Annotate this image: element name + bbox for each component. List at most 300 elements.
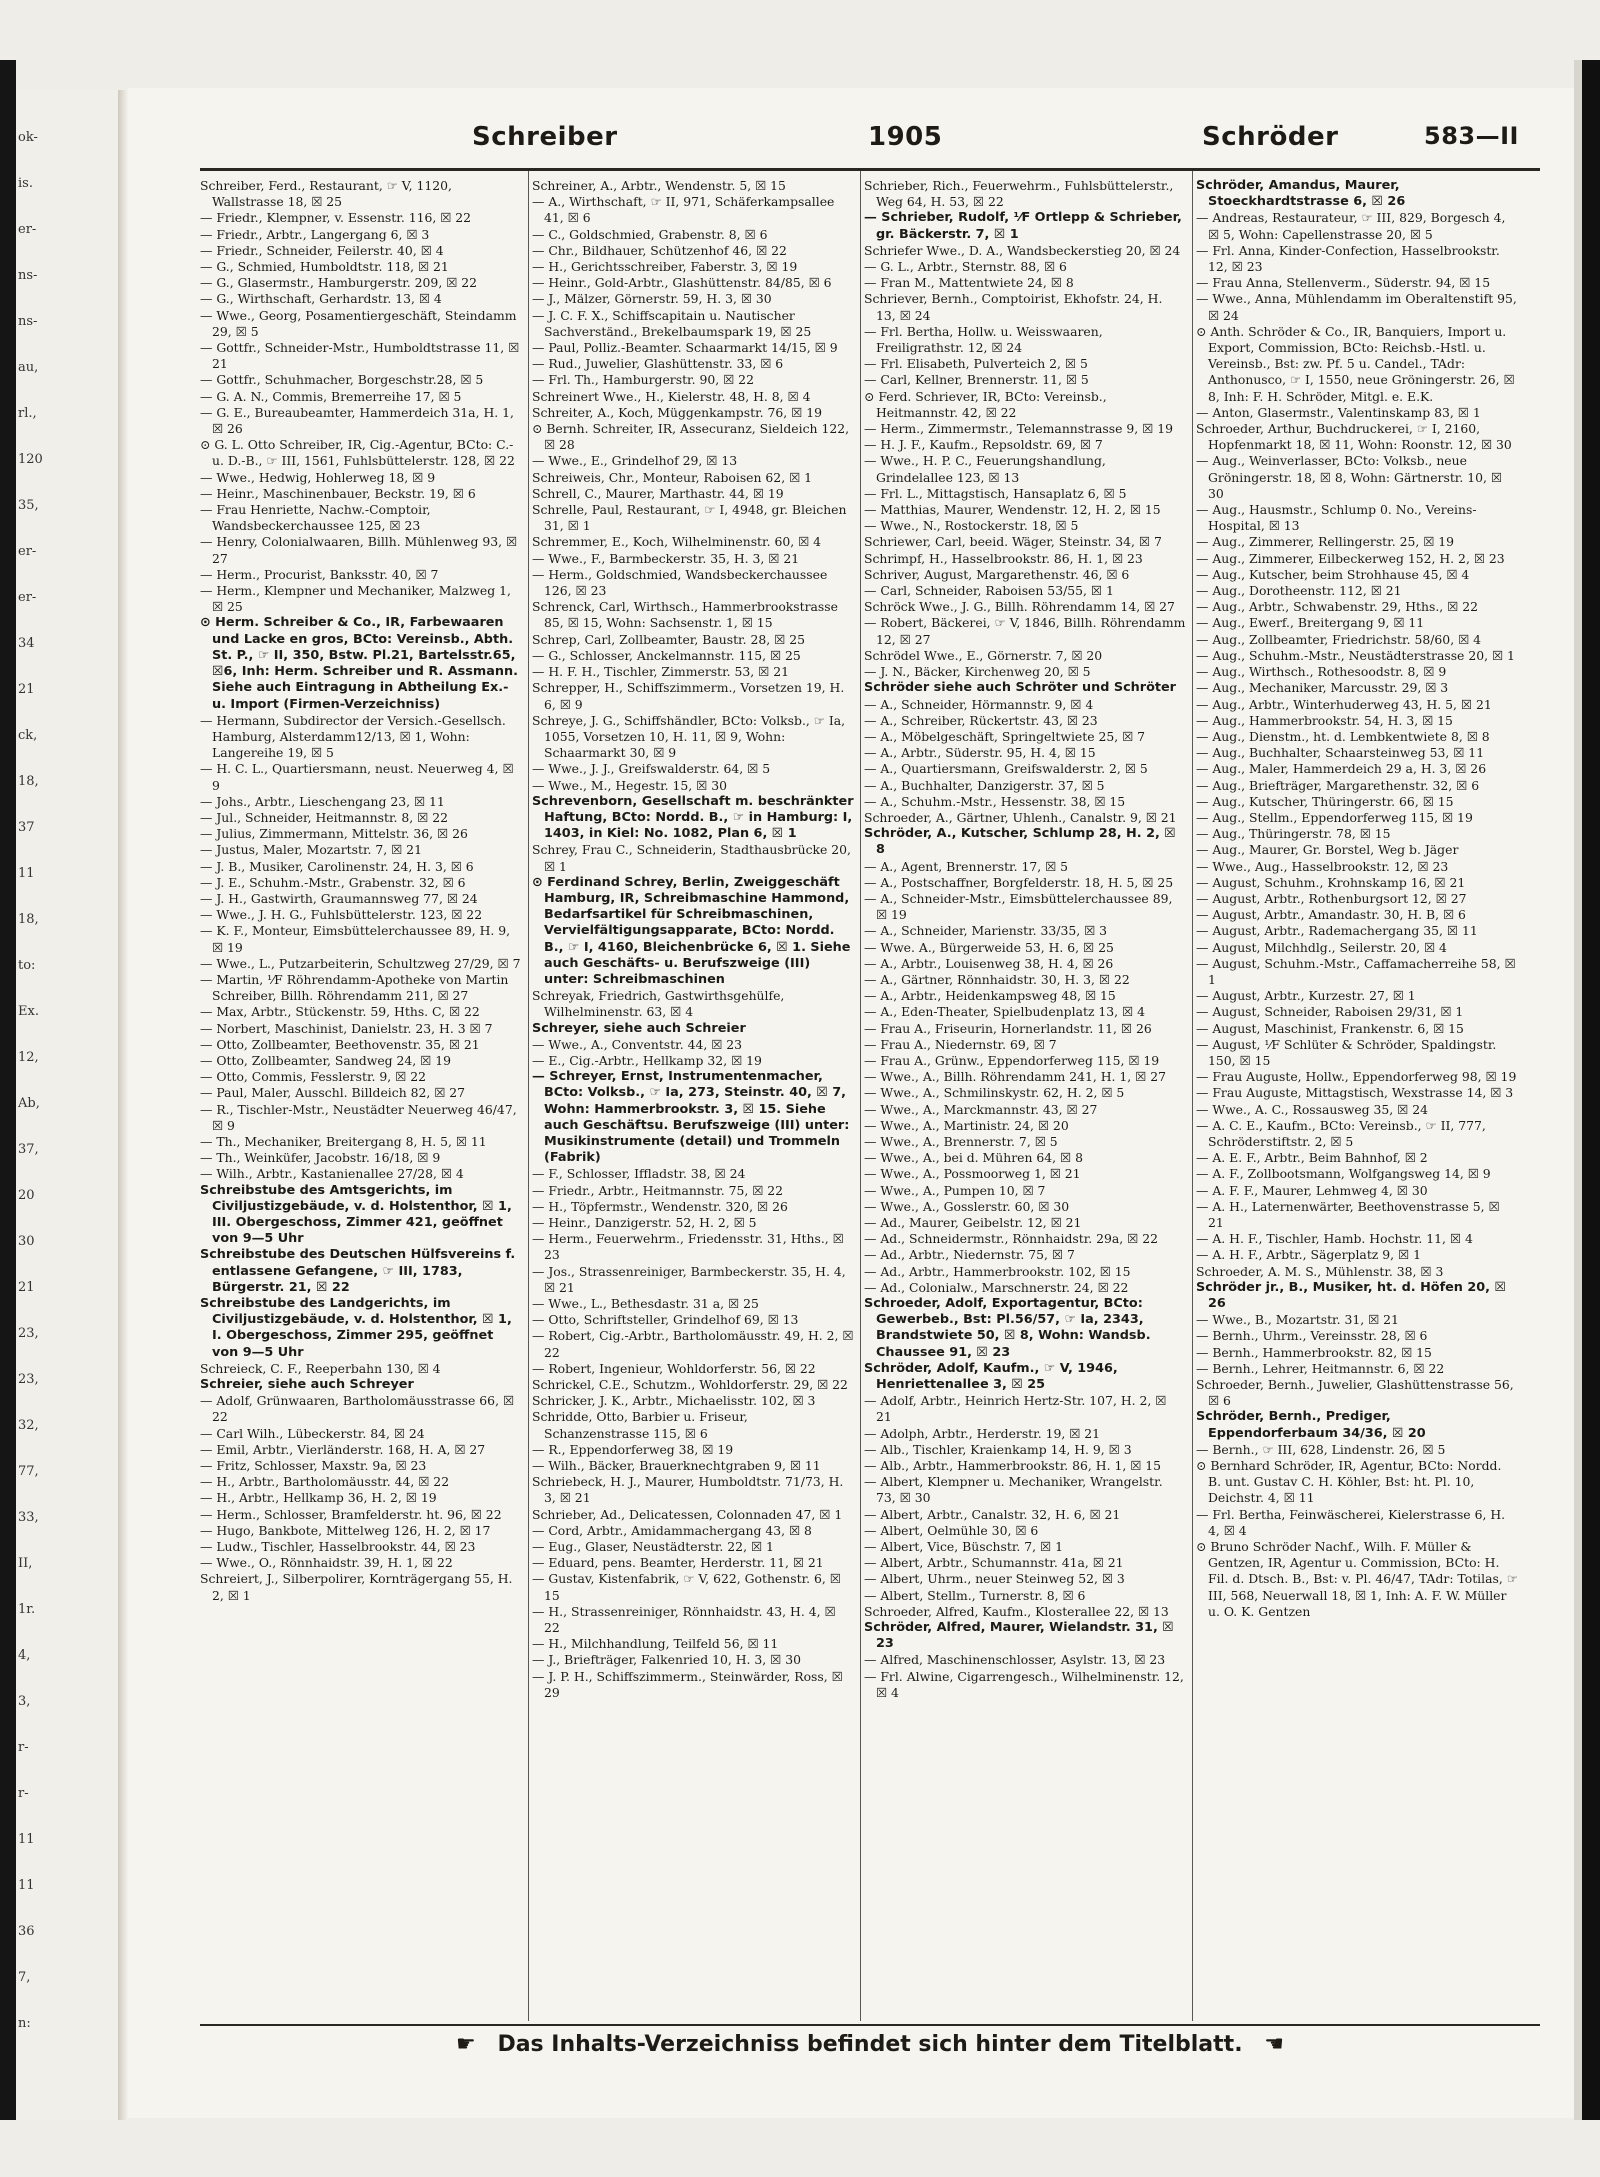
directory-entry: — Aug., Mechaniker, Marcusstr. 29, ☒ 3 [1196, 680, 1449, 696]
directory-entry: — A., Postschaffner, Borgfelderstr. 18, H. 5, ☒ 25 [864, 874, 1174, 890]
directory-entry: — Anton, Glasermstr., Valentinskamp 83, ☒ 1 [1196, 404, 1481, 420]
directory-entry: — August, Arbtr., Rothenburgsort 12, ☒ 27 [1196, 890, 1467, 906]
directory-entry: — Otto, Schriftsteller, Grindelhof 69, ☒ 13 [532, 1312, 799, 1328]
facing-page-fragment: 33, [18, 1510, 39, 1525]
directory-entry: — G. A. N., Commis, Bremerreihe 17, ☒ 5 [200, 388, 462, 404]
directory-entry: Schreyak, Friedrich, Gastwirthsgehülfe, Wilhelminenstr. 63, ☒ 4 [532, 988, 785, 1020]
directory-entry: Schröder jr., B., Musiker, ht. d. Höfen 20, ☒ 26 [1196, 1279, 1506, 1312]
directory-entry: Schrieber, Ad., Delicatessen, Colonnaden 47, ☒ 1 [532, 1506, 843, 1522]
directory-entry: — Aug., Stellm., Eppendorferweg 115, ☒ 19 [1196, 809, 1473, 825]
directory-entry: — A. C. E., Kaufm., BCto: Vereinsb., ☞ II, 777, Schröderstiftstr. 2, ☒ 5 [1196, 1117, 1486, 1149]
directory-entry: — Heinr., Danzigerstr. 52, H. 2, ☒ 5 [532, 1215, 757, 1230]
facing-page-fragment: 20 [18, 1188, 35, 1203]
page-gutter [118, 90, 128, 2120]
directory-entry: — A., Eden-Theater, Spielbudenplatz 13, ☒ 4 [864, 1004, 1145, 1020]
directory-entry: Schridde, Otto, Barbier u. Friseur, Schanzenstrasse 115, ☒ 6 [532, 1409, 748, 1441]
directory-entry: Schröder, Bernh., Prediger, Eppendorferbaum 34/36, ☒ 20 [1196, 1409, 1426, 1441]
directory-entry: — August, Schuhm., Krohnskamp 16, ☒ 21 [1196, 874, 1466, 890]
directory-entry: — Ad., Arbtr., Hammerbrookstr. 102, ☒ 15 [864, 1263, 1131, 1279]
directory-entry: — Adolf, Grünwaaren, Bartholomäusstrasse 66, ☒ 22 [200, 1393, 515, 1425]
directory-entry: — Wwe., E., Grindelhof 29, ☒ 13 [532, 453, 738, 469]
directory-entry: — Johs., Arbtr., Lieschengang 23, ☒ 11 [200, 793, 445, 809]
directory-entry: — Adolf, Arbtr., Heinrich Hertz-Str. 107, H. 2, ☒ 21 [864, 1393, 1167, 1425]
facing-page-fragment: to: [18, 958, 36, 973]
directory-entry: — Wwe., A., Pumpen 10, ☒ 7 [864, 1182, 1046, 1198]
directory-entry: — Friedr., Schneider, Feilerstr. 40, ☒ 4 [200, 242, 444, 258]
page-edge-shadow [1574, 60, 1582, 2120]
directory-entry: — Otto, Zollbeamter, Beethovenstr. 35, ☒ 21 [200, 1036, 480, 1052]
directory-entry: — Wwe., A., Conventstr. 44, ☒ 23 [532, 1036, 743, 1052]
directory-entry: Schrell, C., Maurer, Marthastr. 44, ☒ 19 [532, 485, 784, 501]
facing-page-fragment: Ab, [18, 1096, 40, 1111]
directory-entry: — Wwe., A., Gosslerstr. 60, ☒ 30 [864, 1198, 1070, 1214]
directory-entry: Schrepper, H., Schiffszimmerm., Vorsetzen 19, H. 6, ☒ 9 [532, 680, 845, 712]
directory-entry: — Alb., Tischler, Kraienkamp 14, H. 9, ☒ 3 [864, 1441, 1132, 1457]
directory-entry: — H., Strassenreiniger, Rönnhaidstr. 43, H. 4, ☒ 22 [532, 1603, 836, 1636]
directory-entry: — Alfred, Maschinenschlosser, Asylstr. 13, ☒ 23 [864, 1652, 1166, 1668]
directory-entry: — Fran M., Mattentwiete 24, ☒ 8 [864, 275, 1074, 291]
directory-entry: — Wwe., H. P. C., Feuerungshandlung, Grindelallee 123, ☒ 13 [864, 453, 1106, 485]
directory-entry: — Eug., Glaser, Neustädterstr. 22, ☒ 1 [532, 1539, 774, 1555]
directory-entry: — August, Arbtr., Kurzestr. 27, ☒ 1 [1196, 988, 1416, 1004]
directory-entry: — Wwe. A., Bürgerweide 53, H. 6, ☒ 25 [864, 939, 1114, 955]
directory-entry: Schreibstube des Amtsgerichts, im Civiljustizgebäude, v. d. Holstenthor, ☒ 1, III. Obergeschoss, Zimmer 421, geöffnet von 9—5 Uhr [200, 1182, 512, 1247]
directory-entry: — Frl. L., Mittagstisch, Hansaplatz 6, ☒ 5 [864, 485, 1127, 501]
directory-entry: — Frl. Anna, Kinder-Confection, Hasselbrookstr. 12, ☒ 23 [1196, 242, 1500, 275]
directory-entry: — Frl. Th., Hamburgerstr. 90, ☒ 22 [532, 372, 754, 388]
facing-page-fragment: r- [18, 1786, 29, 1801]
directory-entry: — A. H. F., Tischler, Hamb. Hochstr. 11, ☒ 4 [1196, 1231, 1473, 1247]
facing-page-fragment: au, [18, 360, 39, 375]
directory-entry: — Robert, Bäckerei, ☞ V, 1846, Billh. Röhrendamm 12, ☒ 27 [864, 615, 1186, 647]
directory-entry: Schroeder, Arthur, Buchdruckerei, ☞ I, 2160, Hopfenmarkt 18, ☒ 11, Wohn: Roonstr. 12, ☒ 30 [1196, 421, 1512, 453]
directory-entry: — A., Schreiber, Rückertstr. 43, ☒ 23 [864, 712, 1098, 728]
facing-page-fragment: 120 [18, 452, 43, 467]
directory-entry: — A., Möbelgeschäft, Springeltwiete 25, ☒ 7 [864, 728, 1146, 744]
directory-entry: — Carl, Kellner, Brennerstr. 11, ☒ 5 [864, 372, 1089, 388]
directory-entry: — H. C. L., Quartiersmann, neust. Neuerweg 4, ☒ 9 [200, 761, 514, 793]
directory-column-4 [1196, 178, 1518, 2022]
directory-entry: ⊙ Anth. Schröder & Co., IR, Banquiers, Import u. Export, Commission, BCto: Reichsb.-Hstl. u. Vereinsb., Bst: zw. Pf. 5 u. Candel., TAdr: Anthonusco, ☞ I, 1550, neue Gröningerstr. 26, ☒ 8, Inh: F. H. Schröder, Mitgl. e. E.K. [1196, 323, 1515, 404]
directory-entry: — Wwe., B., Mozartstr. 31, ☒ 21 [1196, 1312, 1399, 1328]
facing-page-fragment: 11 [18, 866, 35, 881]
directory-entry: — H. J. F., Kaufm., Repsoldstr. 69, ☒ 7 [864, 437, 1103, 453]
directory-entry: — Wwe., F., Barmbeckerstr. 35, H. 3, ☒ 21 [532, 550, 800, 566]
directory-entry: — J. P. H., Schiffszimmerm., Steinwärder, Ross, ☒ 29 [532, 1668, 843, 1700]
directory-entry: — Frau Anna, Stellenverm., Süderstr. 94, ☒ 15 [1196, 275, 1491, 291]
directory-entry: — Cord, Arbtr., Amidammachergang 43, ☒ 8 [532, 1522, 812, 1538]
facing-page-fragment: 1r. [18, 1602, 36, 1617]
directory-entry: — A. F., Zollbootsmann, Wolfgangsweg 14, ☒ 9 [1196, 1166, 1491, 1182]
directory-entry: ⊙ G. L. Otto Schreiber, IR, Cig.-Agentur, BCto: C.- u. D.-B., ☞ III, 1561, Fuhlsbüttelerstr. 128, ☒ 22 [200, 437, 515, 469]
directory-entry: — G., Glasermstr., Hamburgerstr. 209, ☒ 22 [200, 275, 478, 291]
directory-entry: Schrieber, Rich., Feuerwehrm., Fuhlsbüttelerstr., Weg 64, H. 53, ☒ 22 [864, 178, 1174, 210]
directory-entry: — Wilh., Bäcker, Brauerknechtgraben 9, ☒ 11 [532, 1458, 821, 1474]
directory-entry: Schröder siehe auch Schröter und Schröter [864, 680, 1176, 696]
facing-page-fragment: 4, [18, 1648, 31, 1663]
directory-entry: — Bernh., Uhrm., Vereinsstr. 28, ☒ 6 [1196, 1328, 1428, 1344]
facing-page-fragment: is. [18, 176, 33, 191]
directory-entry: — Ludw., Tischler, Hasselbrookstr. 44, ☒ 23 [200, 1539, 476, 1555]
directory-entry: — Albert, Uhrm., neuer Steinweg 52, ☒ 3 [864, 1571, 1125, 1587]
directory-entry: — Aug., Zimmerer, Eilbeckerweg 152, H. 2, ☒ 23 [1196, 550, 1505, 566]
directory-entry: Schröder, Adolf, Kaufm., ☞ V, 1946, Henriettenallee 3, ☒ 25 [864, 1360, 1118, 1393]
directory-entry: Schreiweis, Chr., Monteur, Raboisen 62, ☒ 1 [532, 469, 812, 485]
directory-entry: — Wwe., L., Putzarbeiterin, Schultzweg 27/29, ☒ 7 [200, 955, 521, 971]
directory-entry: — A., Arbtr., Louisenweg 38, H. 4, ☒ 26 [864, 955, 1114, 971]
directory-entry: — Wwe., A., Brennerstr. 7, ☒ 5 [864, 1133, 1058, 1149]
directory-entry: — Gustav, Kistenfabrik, ☞ V, 622, Gothenstr. 6, ☒ 15 [532, 1571, 841, 1603]
facing-page-fragment: 77, [18, 1464, 39, 1479]
directory-entry: — Aug., Arbtr., Winterhuderweg 43, H. 5, ☒ 21 [1196, 696, 1492, 712]
directory-column-2 [532, 178, 854, 2022]
directory-entry: — G., Schmied, Humboldtstr. 118, ☒ 21 [200, 259, 449, 275]
directory-entry: — Aug., Wirthsch., Rothesoodstr. 8, ☒ 9 [1196, 664, 1447, 680]
footer-note [200, 2032, 1540, 2057]
directory-entry: Schroeder, Adolf, Exportagentur, BCto: Gewerbeb., Bst: Pl.56/57, ☞ Ia, 2343, Brandstwiete 50, ☒ 8, Wohn: Wandsb. Chaussee 91, ☒ 23 [864, 1296, 1151, 1360]
directory-entry: — Carl, Schneider, Raboisen 53/55, ☒ 1 [864, 583, 1114, 599]
directory-entry: — Aug., Weinverlasser, BCto: Volksb., neue Gröningerstr. 18, ☒ 8, Wohn: Gärtnerstr. 10, ☒ 30 [1196, 453, 1502, 501]
directory-entry: — Otto, Commis, Fesslerstr. 9, ☒ 22 [200, 1069, 426, 1085]
facing-page-fragment: rl., [18, 406, 37, 421]
directory-entry: — Wilh., Arbtr., Kastanienallee 27/28, ☒ 4 [200, 1166, 464, 1182]
directory-entry: — Gottfr., Schneider-Mstr., Humboldtstrasse 11, ☒ 21 [200, 340, 520, 372]
directory-entry: — Jos., Strassenreiniger, Barmbeckerstr. 35, H. 4, ☒ 21 [532, 1263, 846, 1295]
directory-entry: — Wwe., Hedwig, Hohlerweg 18, ☒ 9 [200, 469, 436, 485]
directory-entry: — Frau A., Friseurin, Hornerlandstr. 11, ☒ 26 [864, 1020, 1152, 1036]
directory-entry: — Frau A., Grünw., Eppendorferweg 115, ☒ 19 [864, 1052, 1160, 1068]
directory-entry: — A. E. F., Arbtr., Beim Bahnhof, ☒ 2 [1196, 1150, 1428, 1166]
directory-entry: — Albert, Klempner u. Mechaniker, Wrangelstr. 73, ☒ 30 [864, 1474, 1163, 1506]
directory-entry: — Wwe., Georg, Posamentiergeschäft, Steindamm 29, ☒ 5 [200, 307, 517, 339]
directory-column-3 [864, 178, 1186, 2022]
directory-entry: Schreyer, siehe auch Schreier [532, 1020, 746, 1036]
directory-entry: — Gottfr., Schuhmacher, Borgeschstr.28, ☒ 5 [200, 372, 484, 388]
directory-entry: Schrenck, Carl, Wirthsch., Hammerbrookstrasse 85, ☒ 15, Wohn: Sachsenstr. 1, ☒ 15 [532, 599, 838, 631]
facing-page-fragment: 21 [18, 1280, 35, 1295]
directory-entry: — August, Maschinist, Frankenstr. 6, ☒ 15 [1196, 1020, 1464, 1036]
directory-entry: — J. C. F. X., Schiffscapitain u. Nautischer Sachverständ., Brekelbaumspark 19, ☒ 25 [532, 307, 812, 339]
directory-entry: — Eduard, pens. Beamter, Herderstr. 11, ☒ 21 [532, 1555, 824, 1571]
directory-entry: — Aug., Hammerbrookstr. 54, H. 3, ☒ 15 [1196, 712, 1453, 728]
directory-entry: — Max, Arbtr., Stückenstr. 59, Hths. C, ☒ 22 [200, 1004, 480, 1020]
facing-page-fragment: II, [18, 1556, 33, 1571]
directory-entry: — Albert, Stellm., Turnerstr. 8, ☒ 6 [864, 1587, 1086, 1603]
directory-entry: — Otto, Zollbeamter, Sandweg 24, ☒ 19 [200, 1052, 451, 1068]
facing-page-fragment: er- [18, 222, 37, 237]
directory-entry: — Ad., Maurer, Geibelstr. 12, ☒ 21 [864, 1215, 1082, 1230]
directory-entry: — Carl Wilh., Lübeckerstr. 84, ☒ 24 [200, 1425, 425, 1441]
directory-entry: Schrey, Frau C., Schneiderin, Stadthausbrücke 20, ☒ 1 [532, 842, 851, 874]
directory-entry: — Chr., Bildhauer, Schützenhof 46, ☒ 22 [532, 242, 787, 258]
directory-entry: Schröder, Amandus, Maurer, Stoeckhardtstrasse 6, ☒ 26 [1196, 178, 1406, 210]
directory-entry: — Matthias, Maurer, Wendenstr. 12, H. 2, ☒ 15 [864, 502, 1161, 518]
directory-entry: — Paul, Polliz.-Beamter. Schaarmarkt 14/15, ☒ 9 [532, 340, 838, 356]
header-year: 1905 [868, 122, 943, 152]
directory-entry: — H., Gerichtsschreiber, Faberstr. 3, ☒ 19 [532, 259, 798, 275]
facing-page-edge [16, 90, 120, 2120]
directory-entry: — Bernh., Lehrer, Heitmannstr. 6, ☒ 22 [1196, 1360, 1445, 1376]
directory-entry: — J., Mälzer, Görnerstr. 59, H. 3, ☒ 30 [532, 291, 772, 307]
directory-entry: ⊙ Ferd. Schriever, IR, BCto: Vereinsb., Heitmannstr. 42, ☒ 22 [864, 388, 1107, 420]
directory-entry: — R., Eppendorferweg 38, ☒ 19 [532, 1441, 734, 1457]
directory-entry: — Jul., Schneider, Heitmannstr. 8, ☒ 22 [200, 809, 448, 825]
directory-entry: — Aug., Dorotheenstr. 112, ☒ 21 [1196, 583, 1402, 599]
directory-entry: Schricker, J. K., Arbtr., Michaelisstr. 102, ☒ 3 [532, 1393, 816, 1409]
facing-page-fragment: 23, [18, 1326, 39, 1341]
facing-page-fragment: ns- [18, 268, 38, 283]
directory-entry: Schröck Wwe., J. G., Billh. Röhrendamm 14, ☒ 27 [864, 599, 1175, 615]
facing-page-fragment: r- [18, 1740, 29, 1755]
directory-entry: — Herm., Schlosser, Bramfelderstr. ht. 96, ☒ 22 [200, 1506, 502, 1522]
directory-entry: — J. N., Bäcker, Kirchenweg 20, ☒ 5 [864, 664, 1091, 680]
directory-entry: — Frau A., Niedernstr. 69, ☒ 7 [864, 1036, 1057, 1052]
directory-page [128, 88, 1574, 2118]
directory-entry: — Albert, Arbtr., Schumannstr. 41a, ☒ 21 [864, 1555, 1124, 1571]
pointing-hand-left-icon: ☚ [1264, 2032, 1284, 2057]
directory-entry: — Frau Auguste, Hollw., Eppendorferweg 98, ☒ 19 [1196, 1069, 1517, 1085]
directory-entry: — R., Tischler-Mstr., Neustädter Neuerweg 46/47, ☒ 9 [200, 1101, 517, 1133]
directory-entry: — Wwe., Aug., Hasselbrookstr. 12, ☒ 23 [1196, 858, 1449, 874]
facing-page-fragment: 21 [18, 682, 35, 697]
directory-entry: — Henry, Colonialwaaren, Billh. Mühlenweg 93, ☒ 27 [200, 534, 518, 566]
directory-entry: — A., Schuhm.-Mstr., Hessenstr. 38, ☒ 15 [864, 793, 1126, 809]
directory-entry: — Schreyer, Ernst, Instrumentenmacher, BCto: Volksb., ☞ Ia, 273, Steinstr. 40, ☒ 7, Wohn: Hammerbrookstr. 3, ☒ 15. Siehe auch Geschäftsu. Berufszweige (III) unter: Musikinstrumente (detail) und Trommeln (Fabrik) [532, 1069, 850, 1166]
directory-entry: — Wwe., A., Possmoorweg 1, ☒ 21 [864, 1166, 1081, 1182]
directory-entry: — Albert, Arbtr., Canalstr. 32, H. 6, ☒ 21 [864, 1506, 1121, 1522]
facing-page-fragment: ck, [18, 728, 38, 743]
directory-entry: ⊙ Bruno Schröder Nachf., Wilh. F. Müller & Gentzen, IR, Agentur u. Commission, BCto: H. Fil. d. Dtsch. B., Bst: v. Pl. 46/47, TAdr: Totilas, ☞ III, 568, Neuerwall 18, ☒ 1, Inh: A. F. W. Müller u. O. K. Gentzen [1196, 1539, 1518, 1619]
directory-entry: — Norbert, Maschinist, Danielstr. 23, H. 3 ☒ 7 [200, 1020, 493, 1036]
directory-entry: — Aug., Kutscher, Thüringerstr. 66, ☒ 15 [1196, 793, 1454, 809]
directory-entry: — J. E., Schuhm.-Mstr., Grabenstr. 32, ☒ 6 [200, 874, 466, 890]
directory-entry: — Frau Auguste, Mittagstisch, Wexstrasse 14, ☒ 3 [1196, 1085, 1514, 1101]
directory-entry: Schrimpf, H., Hasselbrookstr. 86, H. 1, ☒ 23 [864, 550, 1143, 566]
directory-entry: Schremmer, E., Koch, Wilhelminenstr. 60, ☒ 4 [532, 534, 822, 550]
directory-entry: — Aug., Maurer, Gr. Borstel, Weg b. Jäger [1196, 842, 1459, 858]
directory-entry: — Aug., Briefträger, Margarethenstr. 32, ☒ 6 [1196, 777, 1480, 793]
directory-entry: — K. F., Monteur, Eimsbüttelerchaussee 89, H. 9, ☒ 19 [200, 923, 511, 955]
directory-entry: — Wwe., Anna, Mühlendamm im Oberaltenstift 95, ☒ 24 [1196, 291, 1517, 323]
directory-entry: — Wwe., N., Rostockerstr. 18, ☒ 5 [864, 518, 1079, 534]
facing-page-fragment: 34 [18, 636, 35, 651]
directory-entry: — August, Schneider, Raboisen 29/31, ☒ 1 [1196, 1004, 1464, 1020]
directory-entry: — Wwe., J. H. G., Fuhlsbüttelerstr. 123, ☒ 22 [200, 907, 483, 923]
directory-entry: — Albert, Oelmühle 30, ☒ 6 [864, 1522, 1039, 1538]
directory-entry: — Fritz, Schlosser, Maxstr. 9a, ☒ 23 [200, 1458, 427, 1474]
directory-entry: — Herm., Feuerwehrm., Friedensstr. 31, Hths., ☒ 23 [532, 1231, 844, 1263]
directory-entry: ⊙ Ferdinand Schrey, Berlin, Zweiggeschäft Hamburg, IR, Schreibmaschine Hammond, Bedarfsartikel für Schreibmaschinen, Vervielfältigungsapparate, BCto: Nordd. B., ☞ I, 4160, Bleichenbrücke 6, ☒ 1. Siehe auch Geschäfts- u. Berufszweige (III) unter: Schreibmaschinen [532, 874, 851, 987]
directory-entry: — A., Quartiersmann, Greifswalderstr. 2, ☒ 5 [864, 761, 1148, 777]
directory-entry: — Herm., Procurist, Banksstr. 40, ☒ 7 [200, 566, 439, 582]
directory-entry: — H., Milchhandlung, Teilfeld 56, ☒ 11 [532, 1636, 779, 1652]
header-last-name: Schröder [1202, 122, 1339, 152]
column-divider [1192, 171, 1193, 2021]
directory-entry: — C., Goldschmied, Grabenstr. 8, ☒ 6 [532, 226, 768, 242]
directory-entry: Schrep, Carl, Zollbeamter, Baustr. 28, ☒ 25 [532, 631, 805, 647]
directory-entry: — A., Schneider, Hörmannstr. 9, ☒ 4 [864, 696, 1094, 712]
directory-entry: Schreieck, C. F., Reeperbahn 130, ☒ 4 [200, 1360, 441, 1376]
directory-entry: Schroeder, A., Gärtner, Uhlenh., Canalstr. 9, ☒ 21 [864, 809, 1177, 825]
footer-text: Das Inhalts-Verzeichniss befindet sich hinter dem Titelblatt. [497, 2032, 1243, 2057]
scanner-edge-left [0, 60, 16, 2120]
scanner-edge-right [1582, 60, 1600, 2120]
directory-entry: — Aug., Buchhalter, Schaarsteinweg 53, ☒ 11 [1196, 745, 1485, 761]
facing-page-fragment: 18, [18, 912, 39, 927]
directory-entry: — Heinr., Gold-Arbtr., Glashüttenstr. 84/85, ☒ 6 [532, 275, 832, 291]
directory-entry: Schroeder, Bernh., Juwelier, Glashüttenstrasse 56, ☒ 6 [1196, 1377, 1514, 1409]
directory-entry: — A. H., Laternenwärter, Beethovenstrasse 5, ☒ 21 [1196, 1198, 1500, 1230]
directory-entry: Schriefer Wwe., D. A., Wandsbeckerstieg 20, ☒ 24 [864, 242, 1181, 258]
directory-entry: — Julius, Zimmermann, Mittelstr. 36, ☒ 26 [200, 826, 468, 842]
directory-entry: — A., Wirthschaft, ☞ II, 971, Schäferkampsallee 41, ☒ 6 [532, 194, 835, 226]
directory-entry: Schrelle, Paul, Restaurant, ☞ I, 4948, gr. Bleichen 31, ☒ 1 [532, 502, 847, 534]
directory-entry: Schreiter, A., Koch, Müggenkampstr. 76, ☒ 19 [532, 404, 822, 420]
directory-entry: — Aug., Arbtr., Schwabenstr. 29, Hths., ☒ 22 [1196, 599, 1478, 615]
directory-entry: — Heinr., Maschinenbauer, Beckstr. 19, ☒ 6 [200, 485, 476, 501]
directory-entry: — J., Briefträger, Falkenried 10, H. 3, ☒ 30 [532, 1652, 801, 1668]
directory-entry: — Wwe., M., Hegestr. 15, ☒ 30 [532, 777, 727, 793]
directory-entry: — A. H. F., Arbtr., Sägerplatz 9, ☒ 1 [1196, 1247, 1421, 1263]
facing-page-fragment: 11 [18, 1878, 35, 1893]
directory-entry: — Th., Mechaniker, Breitergang 8, H. 5, ☒ 11 [200, 1133, 487, 1149]
directory-entry: — Frau Henriette, Nachw.-Comptoir, Wandsbeckerchaussee 125, ☒ 23 [200, 502, 431, 534]
directory-entry: — Wwe., A., Billh. Röhrendamm 241, H. 1, ☒ 27 [864, 1069, 1166, 1085]
facing-page-fragment: 3, [18, 1694, 31, 1709]
directory-entry: — Aug., Maler, Hammerdeich 29 a, H. 3, ☒ 26 [1196, 761, 1487, 777]
facing-page-fragment: er- [18, 590, 37, 605]
directory-entry: — Frl. Alwine, Cigarrengesch., Wilhelminenstr. 12, ☒ 4 [864, 1668, 1184, 1700]
directory-entry: — Martin, ⅟F Röhrendamm-Apotheke von Martin Schreiber, Billh. Röhrendamm 211, ☒ 27 [200, 971, 509, 1004]
directory-entry: Schreibstube des Deutschen Hülfsvereins f. entlassene Gefangene, ☞ III, 1783, Bürgerstr. 21, ☒ 22 [200, 1247, 516, 1295]
directory-entry: — Adolph, Arbtr., Herderstr. 19, ☒ 21 [864, 1425, 1101, 1441]
directory-entry: — Herm., Zimmermstr., Telemannstrasse 9, ☒ 19 [864, 421, 1173, 437]
directory-entry: Schreye, J. G., Schiffshändler, BCto: Volksb., ☞ Ia, 1055, Vorsetzen 10, H. 11, ☒ 9, Wohn: Schaarmarkt 30, ☒ 9 [532, 712, 846, 761]
directory-entry: — Robert, Ingenieur, Wohldorferstr. 56, ☒ 22 [532, 1360, 816, 1376]
directory-entry: — A., Arbtr., Süderstr. 95, H. 4, ☒ 15 [864, 745, 1096, 761]
directory-entry: — F., Schlosser, Iffladstr. 38, ☒ 24 [532, 1166, 746, 1182]
directory-entry: — Bernh., Hammerbrookstr. 82, ☒ 15 [1196, 1344, 1432, 1360]
facing-page-fragment: ok- [18, 130, 38, 145]
directory-entry: Schröder, Alfred, Maurer, Wielandstr. 31, ☒ 23 [864, 1620, 1174, 1652]
facing-page-fragment: 36 [18, 1924, 35, 1939]
directory-entry: Schreiner, A., Arbtr., Wendenstr. 5, ☒ 15 [532, 178, 786, 193]
directory-entry: — Aug., Thüringerstr. 78, ☒ 15 [1196, 826, 1391, 842]
facing-page-fragment: 12, [18, 1050, 39, 1065]
directory-entry: Schreibstube des Landgerichts, im Civiljustizgebäude, v. d. Holstenthor, ☒ 1, I. Obergeschoss, Zimmer 295, geöffnet von 9—5 Uhr [200, 1296, 512, 1360]
directory-entry: — August, ⅟F Schlüter & Schröder, Spaldingstr. 150, ☒ 15 [1196, 1036, 1497, 1068]
directory-entry: — Ad., Arbtr., Niedernstr. 75, ☒ 7 [864, 1247, 1075, 1263]
directory-entry: — Frl. Elisabeth, Pulverteich 2, ☒ 5 [864, 356, 1088, 372]
directory-entry: Schroeder, A. M. S., Mühlenstr. 38, ☒ 3 [1196, 1263, 1444, 1279]
directory-entry: — A. F. F., Maurer, Lehmweg 4, ☒ 30 [1196, 1182, 1428, 1198]
directory-entry: — August, Arbtr., Amandastr. 30, H. B, ☒ 6 [1196, 907, 1466, 923]
directory-entry: — H., Arbtr., Hellkamp 36, H. 2, ☒ 19 [200, 1490, 437, 1506]
facing-page-fragment: 11 [18, 1832, 35, 1847]
directory-entry: — August, Schuhm.-Mstr., Caffamacherreihe 58, ☒ 1 [1196, 955, 1516, 987]
directory-entry: Schreiber, Ferd., Restaurant, ☞ V, 1120, Wallstrasse 18, ☒ 25 [200, 178, 452, 210]
directory-entry: ⊙ Bernh. Schreiter, IR, Assecuranz, Sieldeich 122, ☒ 28 [532, 421, 850, 453]
page-header [200, 118, 1540, 162]
directory-entry: Schroeder, Alfred, Kaufm., Klosterallee 22, ☒ 13 [864, 1603, 1169, 1619]
directory-entry: — Ad., Schneidermstr., Rönnhaidstr. 29a, ☒ 22 [864, 1231, 1158, 1247]
directory-entry: — Ad., Colonialw., Marschnerstr. 24, ☒ 22 [864, 1279, 1129, 1295]
directory-entry: — Wwe., A. C., Rossausweg 35, ☒ 24 [1196, 1101, 1428, 1117]
facing-page-fragment: n: [18, 2016, 31, 2031]
directory-entry: — E., Cig.-Arbtr., Hellkamp 32, ☒ 19 [532, 1052, 762, 1068]
facing-page-fragment: 35, [18, 498, 39, 513]
directory-entry: — H., Arbtr., Bartholomäusstr. 44, ☒ 22 [200, 1474, 450, 1490]
directory-entry: — Andreas, Restaurateur, ☞ III, 829, Borgesch 4, ☒ 5, Wohn: Capellenstrasse 20, ☒ 5 [1196, 210, 1506, 242]
directory-entry: — Wwe., A., Schmilinskystr. 62, H. 2, ☒ 5 [864, 1085, 1125, 1101]
directory-entry: — Paul, Maler, Ausschl. Billdeich 82, ☒ 27 [200, 1085, 466, 1101]
directory-entry: — G., Wirthschaft, Gerhardstr. 13, ☒ 4 [200, 291, 442, 307]
facing-page-fragment: Ex. [18, 1004, 39, 1019]
column-divider [528, 171, 529, 2021]
directory-entry: — G. L., Arbtr., Sternstr. 88, ☒ 6 [864, 259, 1067, 275]
directory-entry: Schreiert, J., Silberpolirer, Kornträgergang 55, H. 2, ☒ 1 [200, 1571, 513, 1603]
pointing-hand-right-icon: ☛ [456, 2032, 476, 2057]
directory-entry: — Aug., Hausmstr., Schlump 0. No., Vereins-Hospital, ☒ 13 [1196, 502, 1477, 534]
directory-entry: — H. F. H., Tischler, Zimmerstr. 53, ☒ 21 [532, 664, 789, 680]
header-first-name: Schreiber [472, 122, 618, 152]
directory-entry: — Herm., Goldschmied, Wandsbeckerchaussee 126, ☒ 23 [532, 566, 828, 599]
directory-entry: — Aug., Ewerf., Breitergang 9, ☒ 11 [1196, 615, 1425, 631]
directory-entry: Schrödel Wwe., E., Görnerstr. 7, ☒ 20 [864, 647, 1103, 663]
directory-entry: — Friedr., Arbtr., Heitmannstr. 75, ☒ 22 [532, 1182, 784, 1198]
directory-entry: — J. H., Gastwirth, Graumannsweg 77, ☒ 24 [200, 890, 478, 906]
directory-entry: — Wwe., A., Marckmannstr. 43, ☒ 27 [864, 1101, 1098, 1117]
footer-rule [200, 2024, 1540, 2026]
directory-entry: — A., Schneider-Mstr., Eimsbüttelerchaussee 89, ☒ 19 [864, 890, 1173, 923]
directory-entry: — A., Agent, Brennerstr. 17, ☒ 5 [864, 858, 1069, 874]
directory-entry: Schriebeck, H. J., Maurer, Humboldtstr. 71/73, H. 3, ☒ 21 [532, 1474, 844, 1506]
column-divider [860, 171, 861, 2021]
directory-entry: — G., Schlosser, Anckelmannstr. 115, ☒ 25 [532, 647, 801, 663]
directory-entry: Schriewer, Carl, beeid. Wäger, Steinstr. 34, ☒ 7 [864, 534, 1162, 550]
directory-entry: — Emil, Arbtr., Vierländerstr. 168, H. A, ☒ 27 [200, 1441, 486, 1457]
directory-entry: — Hugo, Bankbote, Mittelweg 126, H. 2, ☒ 17 [200, 1522, 491, 1538]
directory-entry: — Wwe., L., Bethesdastr. 31 a, ☒ 25 [532, 1296, 759, 1312]
directory-entry: Schröder, A., Kutscher, Schlump 28, H. 2, ☒ 8 [864, 826, 1176, 858]
directory-entry: — A., Schneider, Marienstr. 33/35, ☒ 3 [864, 923, 1108, 939]
directory-entry: — Justus, Maler, Mozartstr. 7, ☒ 21 [200, 842, 422, 858]
directory-entry: — H., Töpfermstr., Wendenstr. 320, ☒ 26 [532, 1198, 788, 1214]
directory-entry: — Rud., Juwelier, Glashüttenstr. 33, ☒ 6 [532, 356, 784, 372]
directory-entry: — Frl. Bertha, Feinwäscherei, Kielerstrasse 6, H. 4, ☒ 4 [1196, 1506, 1506, 1538]
directory-entry: — Friedr., Arbtr., Langergang 6, ☒ 3 [200, 226, 430, 242]
directory-entry: Schrickel, C.E., Schutzm., Wohldorferstr. 29, ☒ 22 [532, 1377, 848, 1393]
directory-entry: — Frl. Bertha, Hollw. u. Weisswaaren, Freiligrathstr. 12, ☒ 24 [864, 323, 1103, 356]
facing-page-fragment: 30 [18, 1234, 35, 1249]
directory-entry: — A., Arbtr., Heidenkampsweg 48, ☒ 15 [864, 988, 1116, 1004]
directory-entry: — Wwe., O., Rönnhaidstr. 39, H. 1, ☒ 22 [200, 1555, 453, 1571]
directory-entry: — August, Milchhdlg., Seilerstr. 20, ☒ 4 [1196, 939, 1447, 955]
directory-entry: — Herm., Klempner und Mechaniker, Malzweg 1, ☒ 25 [200, 583, 511, 615]
directory-entry: — Hermann, Subdirector der Versich.-Gesellsch. Hamburg, Alsterdamm12/13, ☒ 1, Wohn: Langereihe 19, ☒ 5 [200, 712, 506, 761]
facing-page-fragment: ns- [18, 314, 38, 329]
directory-entry: — Aug., Zollbeamter, Friedrichstr. 58/60, ☒ 4 [1196, 631, 1481, 647]
facing-page-fragment: 37, [18, 1142, 39, 1157]
directory-entry: — Aug., Schuhm.-Mstr., Neustädterstrasse 20, ☒ 1 [1196, 647, 1515, 663]
directory-entry: — Aug., Zimmerer, Rellingerstr. 25, ☒ 19 [1196, 534, 1455, 550]
directory-entry: — Wwe., J. J., Greifswalderstr. 64, ☒ 5 [532, 761, 771, 777]
directory-entry: — Th., Weinküfer, Jacobstr. 16/18, ☒ 9 [200, 1150, 441, 1166]
directory-entry: Schriver, August, Margarethenstr. 46, ☒ 6 [864, 566, 1130, 582]
directory-entry: Schreinert Wwe., H., Kielerstr. 48, H. 8, ☒ 4 [532, 388, 811, 404]
facing-page-fragment: 37 [18, 820, 35, 835]
directory-entry: — G. E., Bureaubeamter, Hammerdeich 31a, H. 1, ☒ 26 [200, 404, 514, 437]
